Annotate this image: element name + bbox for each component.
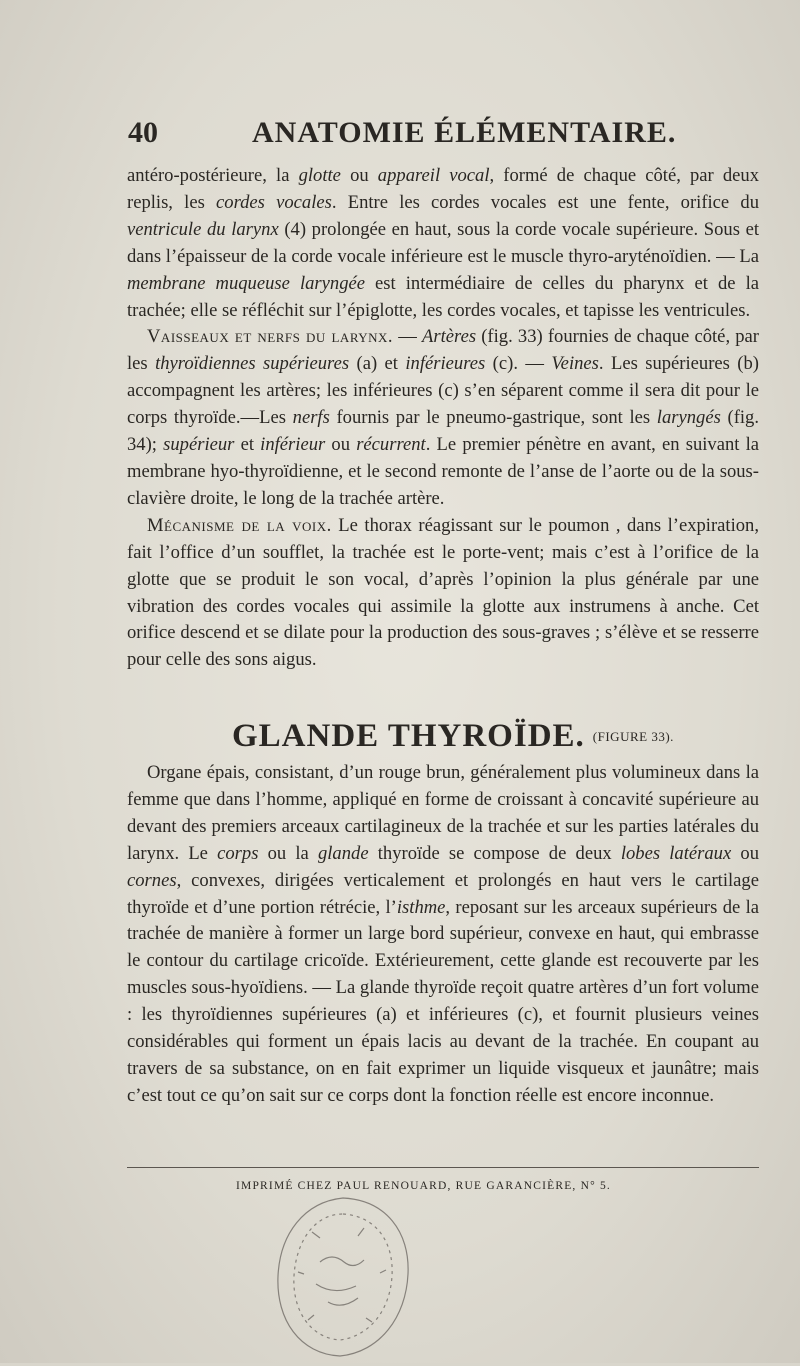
body-text-thyroide [127, 760, 759, 1110]
paragraph-mecanisme: Mécanisme de la voix. Le thorax réagissant sur le poumon , dans l’expiration, fait l’office d’un soufflet, la trachée est le porte-vent; mais c’est à l’orifice de la glotte que se produit le son vocal, d’après l’opinion la plus générale par une vibration des cordes vocales qui assimile la glotte aux instrumens à anche. Cet orifice descend et se dilate pour la production des sous-graves ; s’élève et se resserre pour celle des sons aigus. [127, 514, 759, 671]
printer-imprint: IMPRIMÉ CHEZ PAUL RENOUARD, RUE GARANCIÈRE, N° 5. [236, 1180, 611, 1192]
page-number: 40 [128, 116, 158, 149]
figure-reference: (FIGURE 33). [592, 729, 674, 744]
page-header [128, 110, 760, 160]
running-title: ANATOMIE ÉLÉMENTAIRE. [252, 116, 677, 149]
paragraph-glotte: antéro-postérieure, la glotte ou appareil vocal, formé de chaque côté, par deux replis, les cordes vocales. Entre les cordes vocales est une fente, orifice du ventricule du larynx (4) prolongée en haut, sous la corde vocale supérieure. Sous et dans l’épaisseur de la corde vocale inférieure est le muscle thyro-aryténoïdien. — La membrane muqueuse laryngée est intermédiaire de celles du pharynx et de la trachée; elle se réfléchit sur l’épiglotte, les cordes vocales, et tapisse les ventricules. [127, 165, 760, 321]
paragraph-vaisseaux: Vaisseaux et nerfs du larynx. — Artères (fig. 33) fournies de chaque côté, par les thyroïdiennes supérieures (a) et inférieures (c). — Veines. Les supérieures (b) accompagnent les artères; les inférieures (c) s’en séparent comme il sera dit pour le corps thyroïde.—Les nerfs fournis par le pneumo-gastrique, sont les laryngés (fig. 34); supérieur et inférieur ou récurrent. Le premier pénètre en avant, en suivant la membrane hyo-thyroïdienne, et le second remonte de l’anse de l’aorte ou de la sous-clavière droite, le long de la trachée artère. [127, 326, 760, 509]
footer-rule [127, 1167, 759, 1168]
library-stamp-graphic [268, 1192, 418, 1362]
section-title [232, 718, 732, 758]
section-title-main: GLANDE THYROÏDE. [232, 718, 585, 754]
paragraph-thyroide: Organe épais, consistant, d’un rouge brun, généralement plus volumineux dans la femme que dans l’homme, appliqué en forme de croissant à concavité supérieure au devant des premiers arceaux cartilagineux de la trachée et sur les parties latérales du larynx. Le corps ou la glande thyroïde se compose de deux lobes latéraux ou cornes, convexes, dirigées verticalement et prolongés en haut vers le cartilage thyroïde et d’une portion rétrécie, l’isthme, reposant sur les arceaux supérieurs de la trachée de manière à former un large bord supérieur, convexe en haut, qui embrasse le contour du cartilage cricoïde. Extérieurement, cette glande est recouverte par les muscles sous-hyoïdiens. — La glande thyroïde reçoit quatre artères d’un fort volume : les thyroïdiennes supérieures (a) et inférieures (c), et fournit plusieurs veines considérables qui forment un épais lacis au devant de la trachée. En coupant au travers de sa substance, on en fait exprimer un liquide visqueux et jaunâtre; mais c’est tout ce qu’on sait sur ce corps dont la fonction réelle est encore inconnue. [127, 762, 760, 1106]
library-stamp [268, 1192, 418, 1362]
body-text-top [127, 163, 759, 674]
